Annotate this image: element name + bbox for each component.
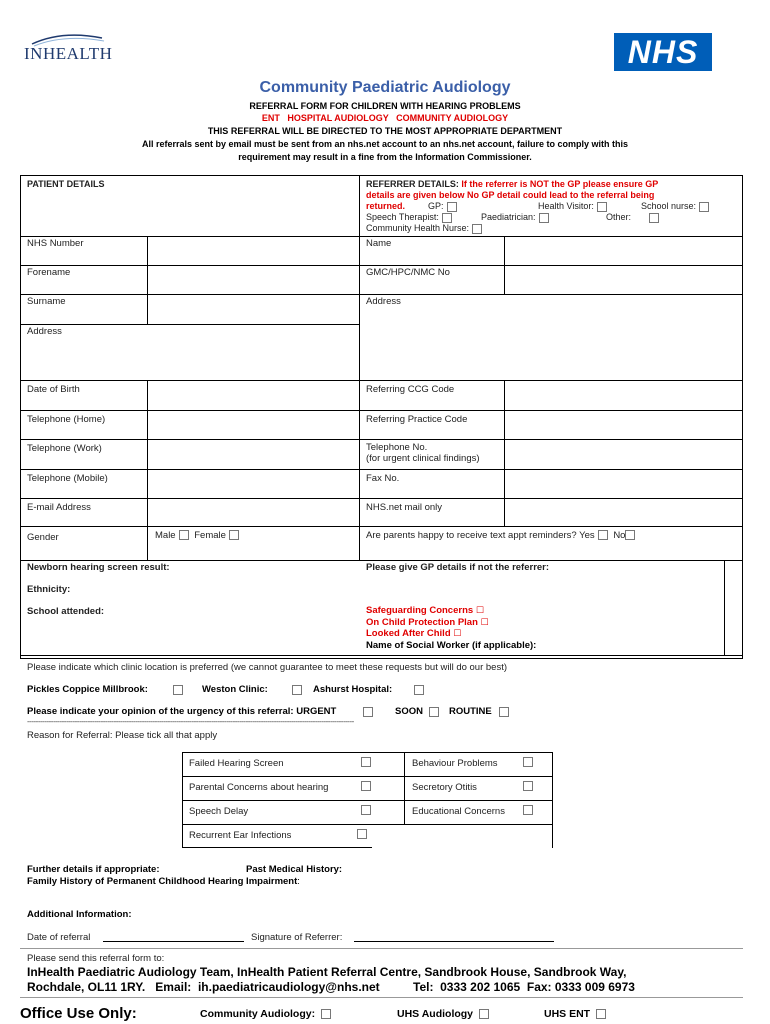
- lac-label: Looked After Child: [366, 628, 451, 639]
- referrer-note-3: returned.: [366, 201, 406, 211]
- reason-ear-infections-checkbox[interactable]: [357, 829, 367, 839]
- dashed-divider: -------------------------------------------------------------------------------------------------------------------------------------------------------: [27, 717, 354, 726]
- lac-checkbox[interactable]: ☐: [453, 628, 462, 638]
- address-label: Address: [27, 326, 62, 337]
- reason-label: Reason for Referral: Please tick all that apply: [27, 730, 218, 741]
- address-line-1: InHealth Paediatric Audiology Team, InHealth Patient Referral Centre, Sandbrook House, Sandbrook Way,: [27, 965, 627, 979]
- safeguarding-block: [366, 605, 536, 651]
- subtitle: REFERRAL FORM FOR CHILDREN WITH HEARING PROBLEMS: [249, 101, 521, 111]
- referrer-name-label: Name: [366, 238, 392, 249]
- paediatrician-checkbox[interactable]: [539, 213, 549, 223]
- office-community: [200, 1008, 334, 1020]
- reason-educational: Educational Concerns: [412, 806, 505, 817]
- reason-failed-screen: Failed Hearing Screen: [189, 758, 284, 769]
- directed-note: THIS REFERRAL WILL BE DIRECTED TO THE MOST APPROPRIATE DEPARTMENT: [207, 126, 563, 136]
- newborn-screen-label: Newborn hearing screen result:: [27, 562, 170, 573]
- ashurst-checkbox[interactable]: [414, 685, 424, 695]
- chn-checkbox[interactable]: [472, 224, 482, 234]
- community-audiology-checkbox[interactable]: [321, 1009, 331, 1019]
- signature-label: Signature of Referrer:: [251, 932, 343, 943]
- reason-speech-delay: Speech Delay: [189, 806, 249, 817]
- tel-work-label: Telephone (Work): [27, 443, 102, 454]
- gp-label: GP:: [428, 201, 444, 211]
- referrer-tel-label: [366, 442, 480, 464]
- date-of-referral-label: Date of referral: [27, 932, 91, 943]
- page-title: Community Paediatric Audiology: [259, 79, 511, 96]
- gender-options: [155, 530, 242, 541]
- address-line-2: Rochdale, OL11 1RY. Email: ih.paediatricaudiology@nhs.net Tel: 0333 202 1065 Fax: 0333 009 6973: [27, 980, 635, 994]
- text-reminders: [366, 530, 638, 541]
- urgent-checkbox[interactable]: [363, 707, 373, 717]
- clinic-options: [27, 684, 747, 698]
- gmc-label: GMC/HPC/NMC No: [366, 267, 450, 278]
- email-notice-2: requirement may result in a fine from the Information Commissioner.: [238, 152, 532, 162]
- surname-label: Surname: [27, 296, 66, 307]
- family-history: [27, 876, 300, 887]
- reminder-yes-checkbox[interactable]: [598, 530, 608, 540]
- school-nurse-label: School nurse:: [641, 201, 697, 211]
- reason-secretory-otitis: Secretory Otitis: [412, 782, 477, 793]
- reason-parental-concerns-checkbox[interactable]: [361, 781, 371, 791]
- tel-mobile-label: Telephone (Mobile): [27, 473, 108, 484]
- family-history-colon: :: [297, 876, 300, 887]
- safeguarding-checkbox[interactable]: ☐: [475, 605, 484, 615]
- routine-checkbox[interactable]: [499, 707, 509, 717]
- inhealth-logo: [22, 28, 122, 68]
- dob-label: Date of Birth: [27, 384, 80, 395]
- weston-label: Weston Clinic:: [202, 684, 268, 695]
- fax-label: Fax No.: [366, 473, 400, 484]
- routine-label: ROUTINE: [449, 706, 492, 717]
- other-checkbox[interactable]: [649, 213, 659, 223]
- uhs-ent-label: UHS ENT: [544, 1008, 591, 1020]
- family-history-label: Family History of Permanent Childhood Hearing Impairment: [27, 876, 298, 887]
- other-label: Other:: [606, 212, 632, 222]
- community-audiology-label: Community Audiology:: [200, 1008, 316, 1020]
- signature-line[interactable]: [354, 941, 554, 942]
- speech-therapist-label: Speech Therapist:: [366, 212, 439, 222]
- ashurst-label: Ashurst Hospital:: [313, 684, 393, 695]
- health-visitor-label: Health Visitor:: [538, 201, 594, 211]
- referrer-tel-line1: Telephone No.: [366, 442, 428, 453]
- paediatrician-label: Paediatrician:: [481, 212, 536, 222]
- pmh-label: Past Medical History:: [246, 864, 343, 875]
- referrer-note-1: If the referrer is NOT the GP please ensure GP: [458, 179, 659, 189]
- referrer-address-label: Address: [366, 296, 401, 307]
- nhs-logo-text: NHS: [627, 34, 699, 70]
- send-label: Please send this referral form to:: [27, 953, 165, 964]
- referrer-note-2: details are given below No GP detail could lead to the referral being: [366, 190, 655, 200]
- health-visitor-checkbox[interactable]: [597, 202, 607, 212]
- male-checkbox[interactable]: [179, 530, 189, 540]
- school-nurse-checkbox[interactable]: [699, 202, 709, 212]
- nhsmail-label: NHS.net mail only: [366, 502, 443, 513]
- office-uhs-ent: [544, 1008, 609, 1020]
- inhealth-logo-text: INHEALTH: [24, 44, 113, 63]
- male-label: Male: [155, 530, 176, 541]
- ccg-label: Referring CCG Code: [366, 384, 455, 395]
- weston-checkbox[interactable]: [292, 685, 302, 695]
- referrer-heading: REFERRER DETAILS:: [366, 179, 459, 189]
- cpp-label: On Child Protection Plan: [366, 616, 478, 628]
- text-reminders-label: Are parents happy to receive text appt reminders? Yes: [366, 530, 595, 541]
- clinic-prompt: Please indicate which clinic location is preferred (we cannot guarantee to meet these requests but will do our best): [27, 662, 508, 673]
- patient-details-heading: PATIENT DETAILS: [27, 179, 105, 189]
- further-details-label: Further details if appropriate:: [27, 864, 160, 875]
- reminder-no-label: No: [613, 530, 626, 541]
- reason-speech-delay-checkbox[interactable]: [361, 805, 371, 815]
- reminder-no-checkbox[interactable]: [625, 530, 635, 540]
- email-label: E-mail Address: [27, 502, 91, 513]
- reason-failed-screen-checkbox[interactable]: [361, 757, 371, 767]
- gender-label: Gender: [27, 532, 59, 543]
- tel-home-label: Telephone (Home): [27, 414, 106, 425]
- reason-parental-concerns: Parental Concerns about hearing: [189, 782, 329, 793]
- safeguarding-label: Safeguarding Concerns: [366, 605, 474, 616]
- female-checkbox[interactable]: [229, 530, 239, 540]
- uhs-audiology-checkbox[interactable]: [479, 1009, 489, 1019]
- office-use-label: Office Use Only:: [20, 1005, 137, 1022]
- soon-checkbox[interactable]: [429, 707, 439, 717]
- pickles-checkbox[interactable]: [173, 685, 183, 695]
- pickles-label: Pickles Coppice Millbrook:: [27, 684, 148, 695]
- chn-label: Community Health Nurse:: [366, 223, 470, 233]
- date-of-referral-line[interactable]: [103, 941, 244, 942]
- nhs-logo: [614, 33, 712, 71]
- nhs-number-label: NHS Number: [27, 238, 84, 249]
- school-label: School attended:: [27, 606, 105, 617]
- practice-code-label: Referring Practice Code: [366, 414, 468, 425]
- gp-checkbox[interactable]: [447, 202, 457, 212]
- reason-secretory-otitis-checkbox[interactable]: [523, 781, 533, 791]
- referrer-tel-line2: (for urgent clinical findings): [366, 453, 480, 464]
- reason-educational-checkbox[interactable]: [523, 805, 533, 815]
- email-notice-1: All referrals sent by email must be sent from an nhs.net account to an nhs.net account, failure to comply with this: [141, 139, 629, 149]
- female-label: Female: [194, 530, 226, 541]
- uhs-audiology-label: UHS Audiology: [397, 1008, 474, 1020]
- additional-info-label: Additional Information:: [27, 909, 132, 920]
- reason-behaviour-checkbox[interactable]: [523, 757, 533, 767]
- reason-ear-infections: Recurrent Ear Infections: [189, 830, 292, 841]
- social-worker-label: Name of Social Worker (if applicable):: [366, 639, 537, 651]
- office-uhs-audiology: [397, 1008, 492, 1020]
- referrer-heading-block: [366, 179, 738, 234]
- urgency-label: Please indicate your opinion of the urgency of this referral: URGENT: [27, 706, 337, 717]
- departments: ENT HOSPITAL AUDIOLOGY COMMUNITY AUDIOLOGY: [261, 113, 509, 123]
- ethnicity-label: Ethnicity:: [27, 584, 71, 595]
- forename-label: Forename: [27, 267, 71, 278]
- uhs-ent-checkbox[interactable]: [596, 1009, 606, 1019]
- gp-details-label: Please give GP details if not the referrer:: [366, 562, 550, 573]
- soon-label: SOON: [395, 706, 423, 717]
- reason-behaviour: Behaviour Problems: [412, 758, 498, 769]
- speech-therapist-checkbox[interactable]: [442, 213, 452, 223]
- cpp-checkbox[interactable]: ☐: [480, 616, 489, 627]
